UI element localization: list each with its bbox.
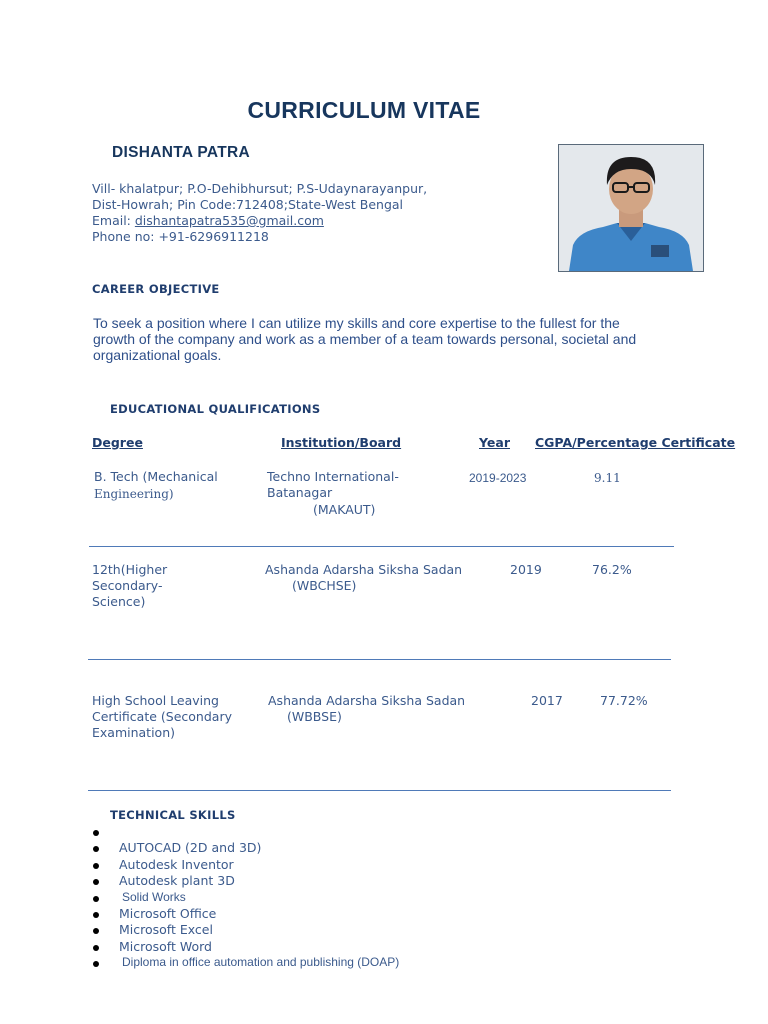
email-label: Email:	[92, 213, 135, 228]
table-row-3-degree-line-2: Certificate (Secondary	[92, 709, 232, 724]
row-divider-3	[88, 790, 671, 791]
header-score: CGPA/Percentage Certificate	[535, 435, 736, 450]
table-row-1-institution-line-3: (MAKAUT)	[313, 502, 376, 517]
profile-photo	[558, 144, 704, 272]
row-divider-2	[88, 659, 671, 660]
table-row-2-degree-line-1: 12th(Higher	[92, 562, 168, 577]
table-row-1-degree-line-1: B. Tech (Mechanical	[94, 469, 218, 484]
address-line-1: Vill- khalatpur; P.O-Dehibhursut; P.S-Udaynarayanpur,	[92, 181, 428, 196]
table-row-2-institution-line-1: Ashanda Adarsha Siksha Sadan	[265, 562, 463, 577]
phone-line: Phone no: +91-6296911218	[92, 229, 269, 244]
skills-list-item: Solid Works	[88, 890, 399, 906]
table-row-2-year: 2019	[510, 562, 542, 577]
skills-list-item: Autodesk Inventor	[88, 857, 399, 873]
page-title: CURRICULUM VITAE	[247, 97, 481, 123]
table-row-1-year: 2019-2023	[469, 471, 527, 485]
table-row-2-degree-line-3: Science)	[92, 594, 146, 609]
skills-list	[88, 824, 399, 972]
row-divider-1	[89, 546, 674, 547]
header-year: Year	[479, 435, 510, 450]
table-row-1-degree-line-2: Engineering)	[94, 487, 174, 501]
skills-list-item: Microsoft Word	[88, 939, 399, 955]
table-row-3-degree-line-1: High School Leaving	[92, 693, 219, 708]
table-row-3-institution-line-1: Ashanda Adarsha Siksha Sadan	[268, 693, 466, 708]
table-row-3-institution-line-2: (WBBSE)	[287, 709, 342, 724]
header-institution: Institution/Board	[281, 435, 402, 450]
table-row-1-score: 9.11	[594, 471, 621, 485]
table-row-1-institution-line-1: Techno International-	[267, 469, 399, 484]
email-line	[92, 213, 324, 228]
header-degree: Degree	[92, 435, 143, 450]
skills-list-item: AUTOCAD (2D and 3D)	[88, 840, 399, 856]
candidate-name: DISHANTA PATRA	[112, 144, 250, 161]
skills-list-item: Microsoft Excel	[88, 922, 399, 938]
profile-photo-image	[559, 145, 703, 271]
career-objective-heading: CAREER OBJECTIVE	[92, 282, 220, 296]
table-row-3-score: 77.72%	[600, 693, 648, 708]
address-line-2: Dist-Howrah; Pin Code:712408;State-West Bengal	[92, 197, 404, 212]
skills-list-item: Autodesk plant 3D	[88, 873, 399, 889]
table-row-1-institution-line-2: Batanagar	[267, 485, 333, 500]
technical-skills-heading: TECHNICAL SKILLS	[110, 808, 236, 822]
table-row-3-year: 2017	[531, 693, 563, 708]
table-row-2-score: 76.2%	[592, 562, 632, 577]
education-heading: EDUCATIONAL QUALIFICATIONS	[110, 402, 321, 416]
table-row-3-degree-line-3: Examination)	[92, 725, 176, 740]
career-objective-text: To seek a position where I can utilize my skills and core expertise to the fullest for the growth of the company and work as a member of a team towards personal, societal and organizational goals.	[93, 315, 637, 363]
email-link[interactable]: dishantapatra535@gmail.com	[134, 213, 324, 228]
skills-list-item	[88, 824, 399, 840]
table-row-2-institution-line-2: (WBCHSE)	[292, 578, 357, 593]
skills-list-item: Microsoft Office	[88, 906, 399, 922]
table-row-2-degree-line-2: Secondary-	[92, 578, 163, 593]
skills-list-item: Diploma in office automation and publishing (DOAP)	[88, 955, 399, 971]
